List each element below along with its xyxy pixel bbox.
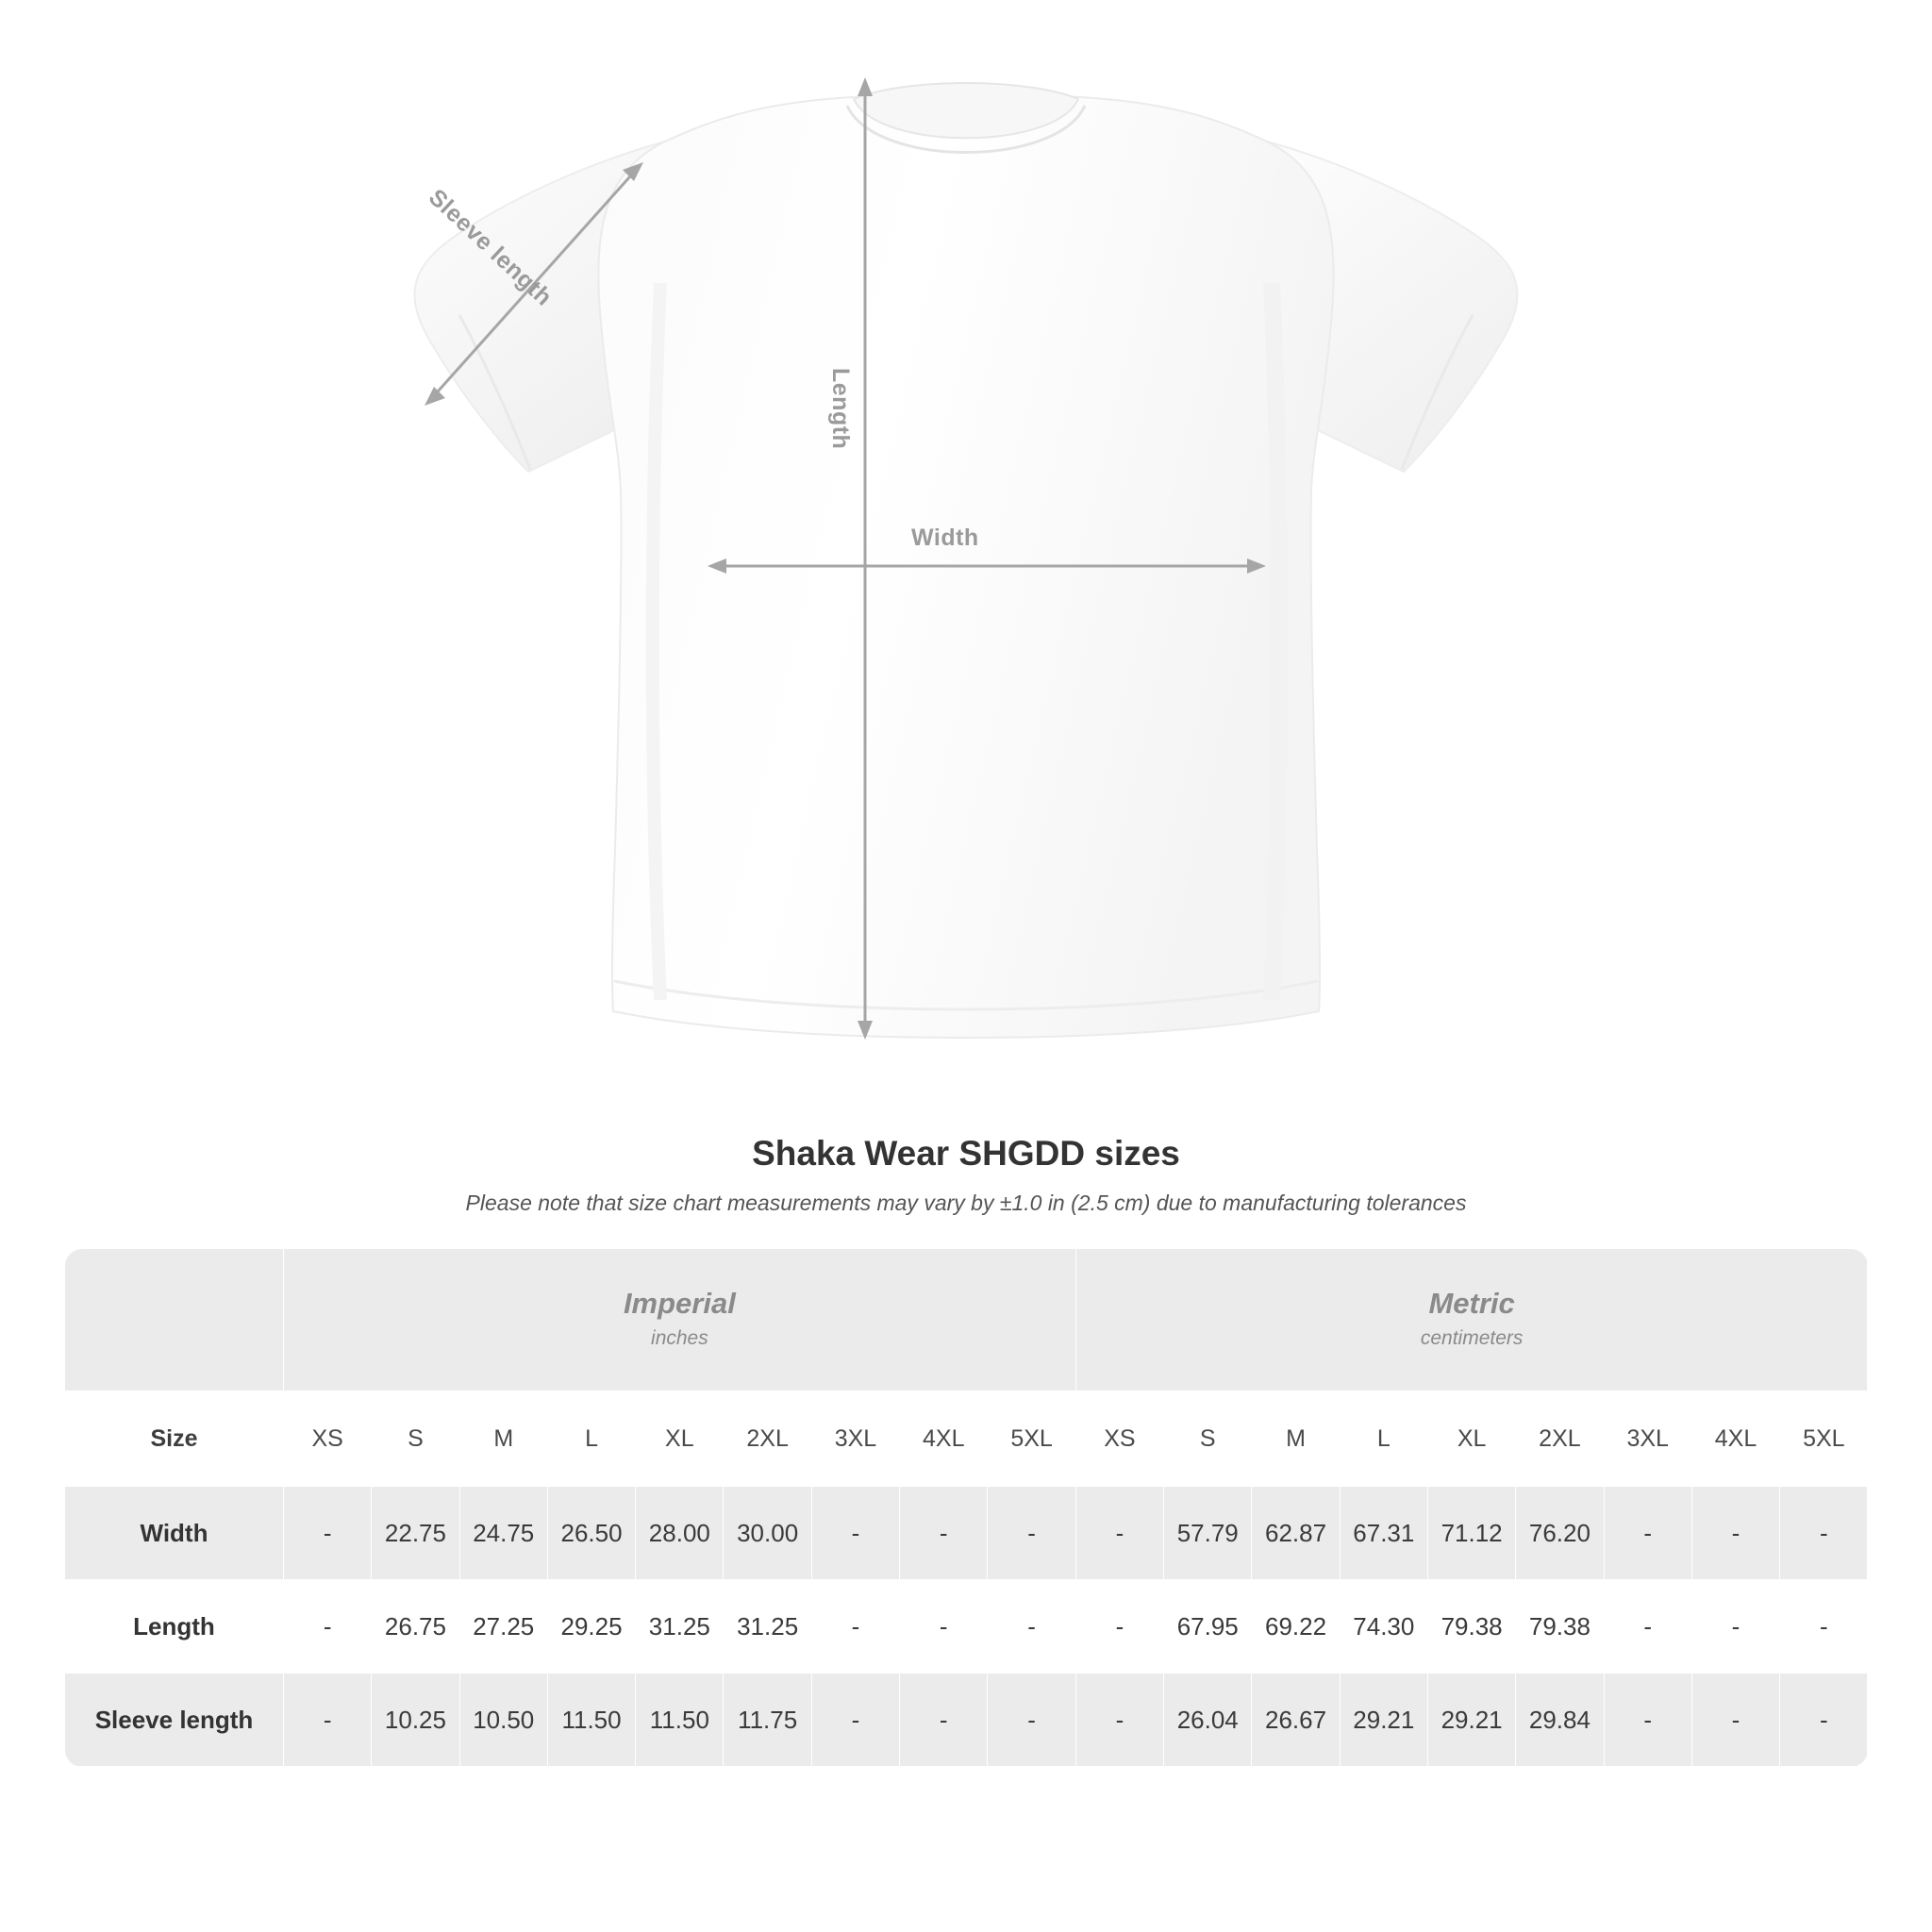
cell-length-imperial-l: 29.25 — [547, 1580, 635, 1674]
cell-sleeve-imperial-m: 10.50 — [459, 1674, 547, 1767]
table-row — [65, 1674, 1868, 1767]
size-header-imperial-xs: XS — [284, 1391, 372, 1487]
row-label-width: Width — [65, 1487, 284, 1580]
cell-width-imperial-5xl: - — [988, 1487, 1075, 1580]
cell-length-imperial-5xl: - — [988, 1580, 1075, 1674]
cell-width-imperial-3xl: - — [811, 1487, 899, 1580]
size-header-imperial-s: S — [372, 1391, 459, 1487]
cell-length-imperial-s: 26.75 — [372, 1580, 459, 1674]
cell-width-metric-2xl: 76.20 — [1516, 1487, 1604, 1580]
cell-sleeve-imperial-s: 10.25 — [372, 1674, 459, 1767]
size-chart-table-wrapper — [64, 1248, 1868, 1767]
cell-length-metric-s: 67.95 — [1164, 1580, 1252, 1674]
cell-sleeve-imperial-3xl: - — [811, 1674, 899, 1767]
table-row — [65, 1580, 1868, 1674]
cell-width-metric-5xl: - — [1780, 1487, 1868, 1580]
tolerance-note: Please note that size chart measurements may vary by ±1.0 in (2.5 cm) due to manufacturing tolerances — [465, 1191, 1467, 1215]
size-header-metric-xl: XL — [1427, 1391, 1515, 1487]
cell-length-metric-3xl: - — [1604, 1580, 1691, 1674]
unit-header-imperial — [284, 1249, 1076, 1391]
cell-length-metric-xl: 79.38 — [1427, 1580, 1515, 1674]
cell-width-imperial-xs: - — [284, 1487, 372, 1580]
cell-sleeve-metric-m: 26.67 — [1252, 1674, 1340, 1767]
size-header-imperial-l: L — [547, 1391, 635, 1487]
size-header-imperial-3xl: 3XL — [811, 1391, 899, 1487]
width-dimension-label: Width — [911, 525, 979, 551]
length-dimension-label: Length — [827, 368, 854, 450]
cell-sleeve-imperial-4xl: - — [900, 1674, 988, 1767]
cell-length-metric-l: 74.30 — [1340, 1580, 1427, 1674]
table-row — [65, 1487, 1868, 1580]
title-block — [0, 1134, 1932, 1216]
size-header-label: Size — [65, 1391, 284, 1487]
cell-width-imperial-m: 24.75 — [459, 1487, 547, 1580]
sleeve-length-dimension-label: Sleeve length — [423, 184, 558, 311]
cell-length-imperial-3xl: - — [811, 1580, 899, 1674]
cell-sleeve-imperial-xs: - — [284, 1674, 372, 1767]
cell-length-imperial-4xl: - — [900, 1580, 988, 1674]
tshirt-shape — [415, 83, 1518, 1038]
cell-width-imperial-2xl: 30.00 — [724, 1487, 811, 1580]
size-header-metric-l: L — [1340, 1391, 1427, 1487]
size-header-metric-3xl: 3XL — [1604, 1391, 1691, 1487]
cell-width-imperial-s: 22.75 — [372, 1487, 459, 1580]
cell-width-imperial-l: 26.50 — [547, 1487, 635, 1580]
unit-imperial-sub: inches — [651, 1326, 708, 1349]
size-header-metric-5xl: 5XL — [1780, 1391, 1868, 1487]
cell-width-imperial-xl: 28.00 — [636, 1487, 724, 1580]
cell-length-metric-xs: - — [1075, 1580, 1163, 1674]
cell-sleeve-metric-3xl: - — [1604, 1674, 1691, 1767]
unit-imperial-name: Imperial — [623, 1286, 736, 1320]
cell-width-metric-xs: - — [1075, 1487, 1163, 1580]
cell-sleeve-imperial-l: 11.50 — [547, 1674, 635, 1767]
cell-sleeve-imperial-xl: 11.50 — [636, 1674, 724, 1767]
cell-sleeve-imperial-2xl: 11.75 — [724, 1674, 811, 1767]
size-header-metric-xs: XS — [1075, 1391, 1163, 1487]
size-header-imperial-5xl: 5XL — [988, 1391, 1075, 1487]
cell-length-imperial-xs: - — [284, 1580, 372, 1674]
unit-header-row — [65, 1249, 1868, 1391]
cell-length-imperial-2xl: 31.25 — [724, 1580, 811, 1674]
cell-sleeve-metric-l: 29.21 — [1340, 1674, 1427, 1767]
size-header-metric-2xl: 2XL — [1516, 1391, 1604, 1487]
size-header-metric-4xl: 4XL — [1691, 1391, 1779, 1487]
cell-length-metric-m: 69.22 — [1252, 1580, 1340, 1674]
cell-width-metric-4xl: - — [1691, 1487, 1779, 1580]
cell-width-metric-xl: 71.12 — [1427, 1487, 1515, 1580]
cell-width-metric-3xl: - — [1604, 1487, 1691, 1580]
cell-width-metric-m: 62.87 — [1252, 1487, 1340, 1580]
cell-sleeve-metric-xl: 29.21 — [1427, 1674, 1515, 1767]
cell-sleeve-metric-s: 26.04 — [1164, 1674, 1252, 1767]
size-header-row — [65, 1391, 1868, 1487]
size-chart-table — [64, 1248, 1868, 1767]
cell-width-metric-s: 57.79 — [1164, 1487, 1252, 1580]
cell-length-metric-2xl: 79.38 — [1516, 1580, 1604, 1674]
row-label-sleeve-length: Sleeve length — [65, 1674, 284, 1767]
cell-length-metric-5xl: - — [1780, 1580, 1868, 1674]
unit-header-metric — [1075, 1249, 1868, 1391]
size-header-metric-m: M — [1252, 1391, 1340, 1487]
page-title: Shaka Wear SHGDD sizes — [752, 1134, 1180, 1173]
cell-sleeve-metric-xs: - — [1075, 1674, 1163, 1767]
cell-length-metric-4xl: - — [1691, 1580, 1779, 1674]
unit-metric-sub: centimeters — [1420, 1326, 1524, 1349]
cell-sleeve-metric-5xl: - — [1780, 1674, 1868, 1767]
size-header-imperial-2xl: 2XL — [724, 1391, 811, 1487]
cell-length-imperial-m: 27.25 — [459, 1580, 547, 1674]
size-header-imperial-m: M — [459, 1391, 547, 1487]
unit-metric-name: Metric — [1428, 1286, 1515, 1320]
size-header-imperial-4xl: 4XL — [900, 1391, 988, 1487]
cell-length-imperial-xl: 31.25 — [636, 1580, 724, 1674]
cell-sleeve-metric-2xl: 29.84 — [1516, 1674, 1604, 1767]
unit-header-corner — [65, 1249, 284, 1391]
cell-sleeve-imperial-5xl: - — [988, 1674, 1075, 1767]
cell-width-metric-l: 67.31 — [1340, 1487, 1427, 1580]
size-header-imperial-xl: XL — [636, 1391, 724, 1487]
cell-width-imperial-4xl: - — [900, 1487, 988, 1580]
size-header-metric-s: S — [1164, 1391, 1252, 1487]
cell-sleeve-metric-4xl: - — [1691, 1674, 1779, 1767]
row-label-length: Length — [65, 1580, 284, 1674]
